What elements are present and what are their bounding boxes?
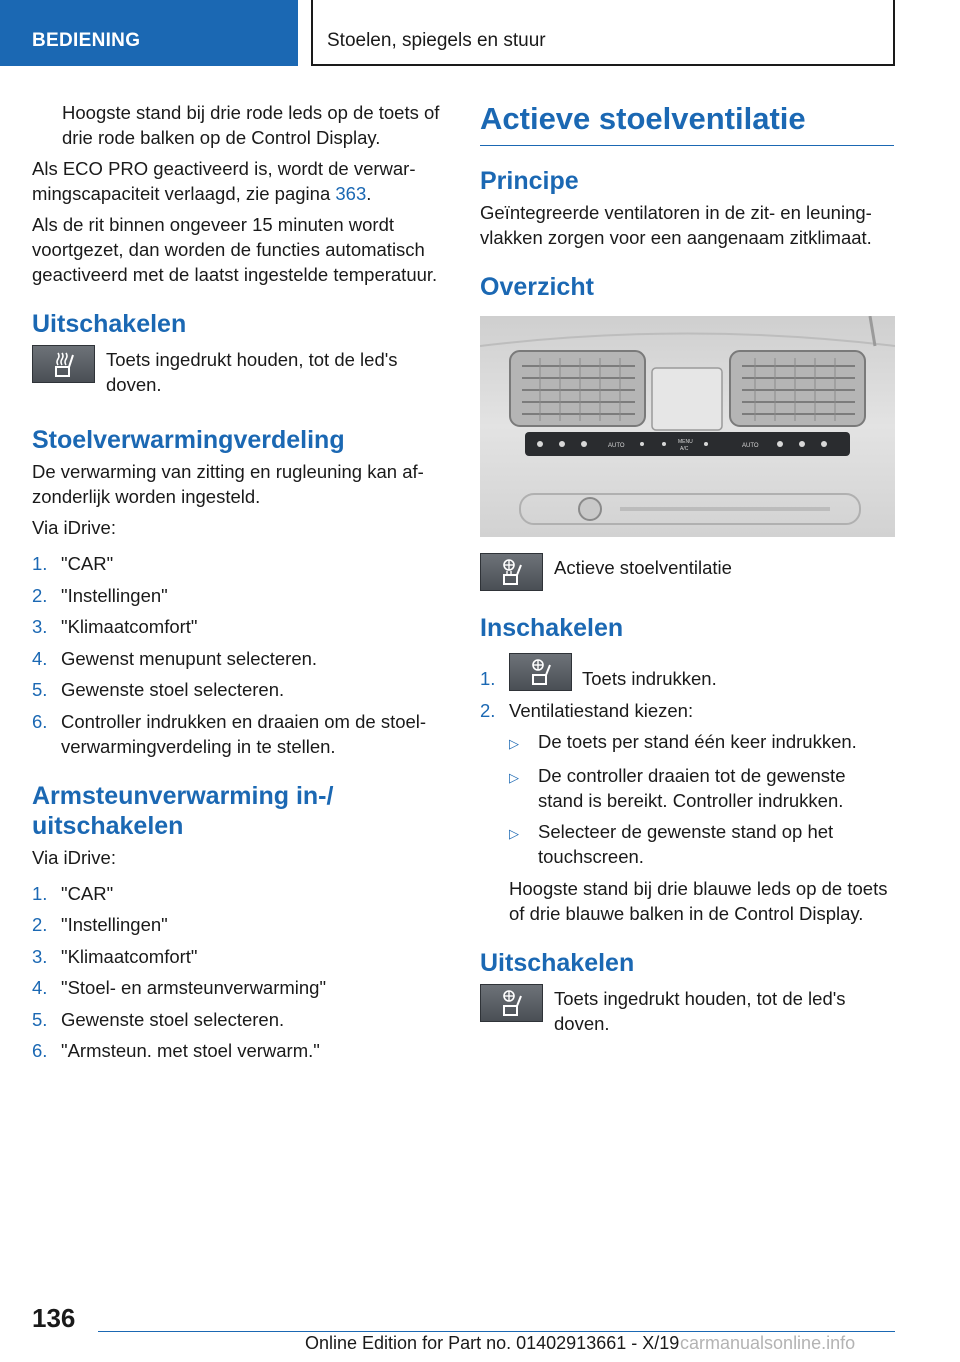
list-item: 1. "CAR" (32, 553, 114, 574)
triangle-bullet-icon: ▷ (509, 736, 519, 751)
page-header (0, 0, 960, 66)
list-item: ▷ De controller draaien tot de gewenste stand is bereikt. Controller indrukken. (509, 764, 846, 811)
list-item: 3. "Klimaatcomfort" (32, 616, 198, 637)
steps-list-2 (32, 881, 446, 1064)
title-active-ventilation: Actieve stoelventilatie (480, 100, 894, 146)
heading-uitschakelen: Uitschakelen (32, 310, 187, 338)
triangle-bullet-icon: ▷ (509, 769, 519, 785)
off-instruction: Toets ingedrukt houden, tot de led's doven. (106, 349, 398, 395)
vent-label: Actieve stoelventilatie (554, 557, 732, 578)
paragraph-eco-pro: Als ECO PRO geactiveerd is, wordt de verwarmingscapaciteit verlaagd, zie pagina 363. (32, 158, 416, 204)
heading-distribution: Stoelverwarmingverdeling (32, 426, 345, 454)
page-number: 136 (32, 1303, 76, 1333)
edition-text: Online Edition for Part no. 01402913661 - X/19 (305, 1333, 680, 1353)
vent-off-instruction: Toets ingedrukt houden, tot de led's doven. (554, 987, 846, 1034)
seat-ventilation-button-icon (480, 984, 543, 1022)
photo-label-ac: A/C (680, 446, 689, 452)
distribution-text: De verwarming van zitting en rugleuning kan afzonderlijk worden ingesteld. (32, 461, 424, 507)
seat-heating-button-icon (32, 345, 95, 383)
list-item: 1. Toets indrukken. (480, 653, 894, 691)
list-item: ▷ De toets per stand één keer indrukken. (509, 729, 894, 756)
photo-label-auto-1: AUTO (608, 443, 625, 449)
list-item: ▷ Selecteer de gewenste stand op het touchscreen. (509, 821, 834, 867)
list-item: 3. "Klimaatcomfort" (32, 945, 198, 967)
list-item: 6. "Armsteun. met stoel verwarm." (32, 1040, 320, 1061)
via-idrive-1: Via iDrive: (32, 517, 116, 538)
heading-inschakelen: Inschakelen (480, 614, 624, 642)
watermark: carmanualsonline.info (680, 1333, 856, 1353)
paragraph-resume: Als de rit binnen ongeveer 15 minuten wordt voortgezet, dan worden de functies automatisch geactiveerd met de laatst ingestelde temperatuur. (32, 214, 438, 285)
right-column (480, 100, 894, 1048)
list-item: 6. Controller indrukken en draaien om de stoelverwarmingverdeling in te stellen. (32, 710, 427, 757)
on-steps-list (480, 653, 894, 723)
chapter-title: Stoelen, spiegels en stuur (327, 30, 546, 51)
list-item: 1. "CAR" (32, 882, 114, 904)
section-title: BEDIENING (32, 30, 141, 51)
triangle-bullet-icon: ▷ (509, 826, 519, 841)
principe-text: Geïntegreerde ventilatoren in de zit- en leuningvlakken zorgen voor een aangenaam zitklimaat. (480, 202, 872, 248)
page-link[interactable]: 363 (335, 183, 367, 204)
page-footer (0, 1295, 960, 1362)
paragraph-highest-red: Hoogste stand bij drie rode leds op de toets of drie rode balken op de Control Display. (62, 102, 440, 148)
heading-armrest: Armsteunverwarming in-/ uitschakelen (32, 781, 334, 840)
vent-off-row (480, 984, 894, 1042)
dashboard-photo (480, 316, 895, 537)
heading-principe: Principe (480, 167, 579, 195)
list-item: 2. "Instellingen" (32, 914, 168, 935)
footer-divider (98, 1331, 895, 1332)
photo-label-menu: MENU (678, 439, 693, 445)
list-item: 4. "Stoel- en armsteunverwarming" (32, 977, 327, 998)
list-item: 4. Gewenst menupunt selecteren. (32, 647, 318, 669)
steps-list-1 (32, 551, 446, 759)
left-column (32, 100, 446, 1070)
section-tab (0, 0, 298, 66)
heading-uitschakelen-2: Uitschakelen (480, 948, 635, 977)
list-item: 5. Gewenste stoel selecteren. (32, 1008, 285, 1030)
seat-ventilation-button-icon (509, 653, 572, 691)
list-item: 2. Ventilatiestand kiezen: (480, 699, 694, 721)
blue-leds-text: Hoogste stand bij drie blauwe leds op de toets of drie blauwe balken in de Control Display. (509, 877, 888, 924)
list-item: 5. Gewenste stoel selecteren. (32, 679, 285, 700)
chapter-box (311, 0, 895, 66)
via-idrive-2: Via iDrive: (32, 846, 116, 868)
list-item: 2. "Instellingen" (32, 584, 168, 606)
seat-ventilation-button-icon (480, 553, 543, 591)
vent-button-row (480, 553, 894, 591)
photo-label-auto-2: AUTO (742, 443, 759, 449)
heat-button-row (32, 345, 446, 403)
sub-options-list (509, 729, 894, 869)
heading-overzicht: Overzicht (480, 273, 594, 301)
